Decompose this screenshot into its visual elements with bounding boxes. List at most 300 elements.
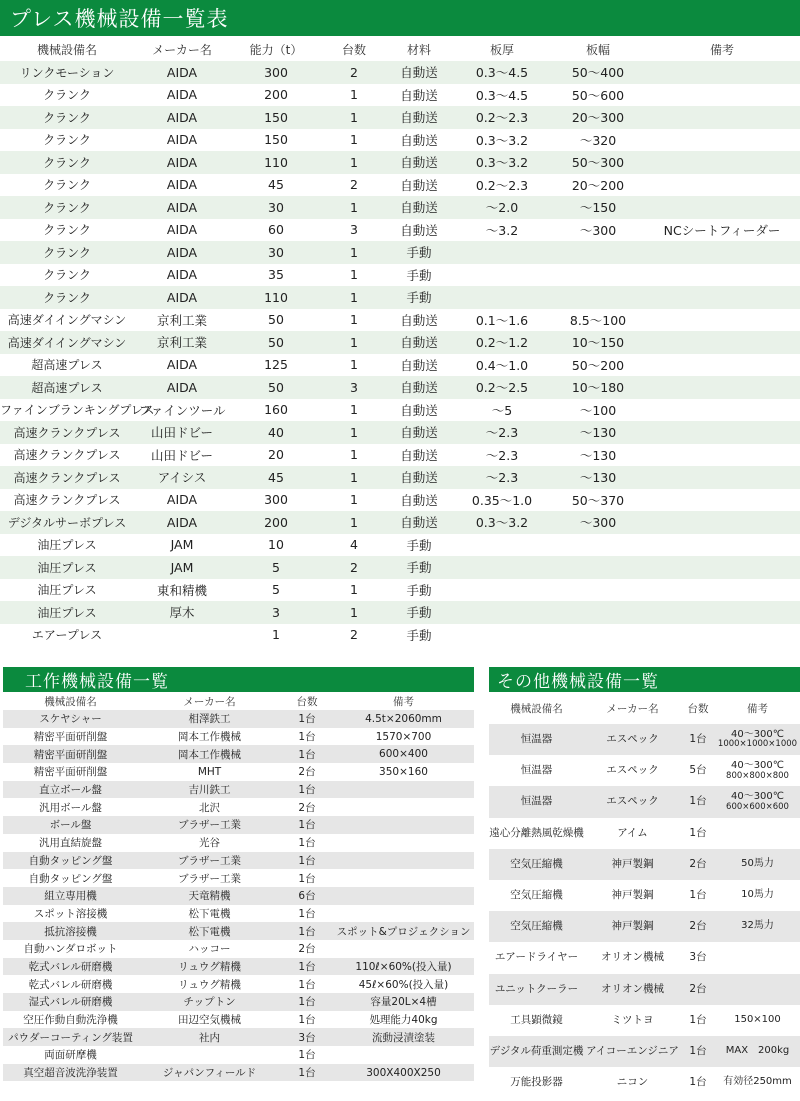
table-cell: 1台	[689, 795, 707, 808]
table-cell: 600×400	[379, 748, 428, 761]
table-cell: 相澤鉄工	[188, 713, 231, 726]
table-cell: 京利工業	[156, 335, 207, 351]
table-cell: 乾式バレル研磨機	[28, 960, 113, 973]
table-cell: 自動送	[400, 110, 438, 126]
table-cell: 0.4～1.0	[475, 357, 529, 373]
table-cell: 1	[350, 132, 358, 148]
table-cell: エアードライヤー	[494, 951, 579, 964]
table-row	[3, 798, 474, 816]
table-cell: クランク	[43, 268, 91, 283]
table-cell	[552, 534, 644, 557]
table-cell	[644, 489, 800, 512]
table-row	[3, 763, 474, 781]
table-cell: 0.3～3.2	[475, 132, 529, 148]
table-cell: クランク	[43, 223, 91, 238]
table-cell: 手動	[406, 267, 432, 283]
table-cell: 1	[350, 469, 358, 485]
table-cell: 汎用直結旋盤	[39, 837, 102, 850]
table-cell: エスペック	[606, 795, 659, 808]
table-cell: 0.2～1.2	[475, 335, 529, 351]
table-cell: 両面研摩機	[44, 1049, 97, 1062]
note-main: 150×100	[734, 1014, 781, 1026]
table-cell: ～300	[579, 515, 617, 531]
table-cell: 山田ドビー	[150, 425, 213, 441]
table-cell: エスペック	[606, 764, 659, 777]
table-cell: 1	[350, 109, 358, 125]
table-cell: ～2.3	[485, 470, 519, 486]
table-row	[3, 887, 474, 905]
table-cell: 万能投影器	[510, 1076, 563, 1089]
table-row	[489, 974, 800, 1005]
table-cell: 手動	[406, 582, 432, 598]
table-cell	[333, 852, 474, 870]
table-cell: AIDA	[166, 244, 198, 260]
table-cell: 自動送	[400, 402, 438, 418]
table-cell	[333, 798, 474, 816]
note-sub: 600×600×600	[726, 801, 789, 812]
table-cell	[644, 624, 800, 647]
table-cell: 1	[350, 154, 358, 170]
table-cell: 松下電機	[188, 925, 231, 938]
table-cell: 30	[268, 199, 284, 215]
table-row	[0, 174, 800, 197]
table-cell: 空圧作動自動洗浄機	[23, 1014, 118, 1027]
table-cell: 恒温器	[520, 795, 553, 808]
table-cell: 精密平面研削盤	[33, 766, 108, 779]
table-cell: 110	[264, 154, 288, 170]
table-cell: 油圧プレス	[37, 560, 97, 575]
table-cell: 汎用ボール盤	[39, 801, 102, 814]
table-cell	[644, 331, 800, 354]
table-cell: 空気圧縮機	[510, 920, 563, 933]
table-cell	[452, 624, 552, 647]
table-cell: 1台	[298, 784, 316, 797]
note-cell	[715, 1036, 800, 1067]
table-cell: 空気圧縮機	[510, 857, 563, 870]
table-cell: 1台	[298, 854, 316, 867]
table-cell: 北沢	[199, 801, 220, 814]
column-header: 備考	[393, 696, 414, 708]
table-cell: 1	[350, 447, 358, 463]
table-cell: 1台	[689, 1076, 707, 1089]
table-cell	[644, 556, 800, 579]
table-cell: 自動送	[400, 380, 438, 396]
table-row	[3, 728, 474, 746]
table-cell: 35	[268, 267, 284, 283]
note-cell	[715, 818, 800, 849]
table-cell: クランク	[43, 200, 91, 215]
table-cell: 2台	[298, 943, 316, 956]
table-cell: 6台	[298, 890, 316, 903]
table-cell: 1台	[298, 819, 316, 832]
table-cell: エアープレス	[31, 628, 103, 643]
note-main: 40～300℃	[730, 791, 785, 803]
table-cell: 30	[268, 244, 284, 260]
table-row	[0, 331, 800, 354]
table-row	[0, 106, 800, 129]
table-cell: 1	[350, 582, 358, 598]
note-main: 40～300℃	[730, 760, 785, 772]
table-cell: 自動送	[400, 357, 438, 373]
note-main: 10馬力	[741, 889, 774, 901]
table-cell: 超高速プレス	[31, 358, 103, 373]
table-cell: 50～400	[571, 65, 625, 81]
table-cell: 2台	[689, 982, 707, 995]
table-cell: 1	[350, 492, 358, 508]
table-cell: 3	[350, 222, 358, 238]
table-cell: 1台	[298, 731, 316, 744]
table-cell: クランク	[43, 290, 91, 305]
column-header: 材料	[406, 43, 431, 57]
table-row	[3, 905, 474, 923]
table-cell: 3台	[689, 951, 707, 964]
table-row	[3, 993, 474, 1011]
table-cell: 1台	[298, 907, 316, 920]
table-cell	[552, 241, 644, 264]
table-cell: AIDA	[166, 379, 198, 395]
table-cell: ニコン	[616, 1076, 649, 1089]
table-cell	[644, 309, 800, 332]
table-cell: 0.1～1.6	[475, 312, 529, 328]
table-row	[0, 489, 800, 512]
table-cell: 1台	[298, 713, 316, 726]
table-cell: クランク	[43, 178, 91, 193]
table-cell: 自動タッピング盤	[28, 872, 113, 885]
column-header: メーカー名	[606, 703, 659, 715]
table-cell: 2台	[298, 766, 316, 779]
table-cell: 1	[350, 244, 358, 260]
table-row	[3, 834, 474, 852]
note-sub: 800×800×800	[726, 770, 789, 781]
table-row	[0, 601, 800, 624]
note-cell	[715, 880, 800, 911]
table-cell: 4.5t×2060mm	[365, 712, 442, 725]
table-cell: ～5	[491, 402, 513, 418]
table-cell: エスペック	[606, 733, 659, 746]
table-cell: 300	[264, 64, 288, 80]
table-cell: 45	[268, 177, 284, 193]
table-cell: AIDA	[166, 199, 198, 215]
table-cell: 精密平面研削盤	[33, 748, 108, 761]
table-cell: NCシートフィーダー	[663, 222, 781, 238]
table-cell: 自動送	[400, 312, 438, 328]
table-cell: 油圧プレス	[37, 538, 97, 553]
tool-section-title: 工作機械設備一覧	[3, 667, 474, 692]
table-cell: 手動	[406, 605, 432, 621]
table-cell: 1台	[298, 960, 316, 973]
table-cell: 抵抗溶接機	[44, 925, 97, 938]
table-cell: 0.2～2.3	[475, 110, 529, 126]
table-cell: 8.5～100	[569, 312, 627, 328]
table-cell: 200	[264, 514, 288, 530]
table-cell	[644, 534, 800, 557]
table-cell	[644, 241, 800, 264]
table-cell: ユニットクーラー	[494, 982, 579, 995]
table-row	[3, 869, 474, 887]
table-cell	[452, 264, 552, 287]
table-cell	[552, 624, 644, 647]
table-row	[489, 1036, 800, 1067]
table-row	[0, 421, 800, 444]
table-cell: 容量20L×4槽	[370, 996, 437, 1009]
table-row	[489, 1067, 800, 1098]
table-cell: 1台	[298, 978, 316, 991]
table-cell	[333, 940, 474, 958]
table-row	[0, 354, 800, 377]
table-cell: 手動	[406, 537, 432, 553]
table-cell: ファインツール	[138, 402, 226, 418]
table-cell: ～300	[579, 222, 617, 238]
table-cell	[644, 579, 800, 602]
table-cell: 自動送	[400, 177, 438, 193]
table-cell: 5	[272, 559, 280, 575]
table-cell: 1	[350, 267, 358, 283]
note-main: 有効径250mm	[723, 1076, 792, 1088]
table-cell: 3	[272, 604, 280, 620]
note-main: 40～300℃	[730, 728, 785, 740]
table-cell: 3	[350, 379, 358, 395]
table-cell: 125	[264, 357, 288, 373]
table-cell: ミツトヨ	[611, 1013, 654, 1026]
table-cell: 高速クランクプレス	[13, 470, 121, 485]
table-cell: 1台	[298, 1049, 316, 1062]
table-cell: 松下電機	[188, 907, 231, 920]
table-cell: 110ℓ×60%(投入量)	[355, 960, 452, 973]
table-cell: 処理能力40kg	[369, 1014, 438, 1027]
table-cell: 10～150	[571, 335, 625, 351]
table-cell	[333, 869, 474, 887]
table-row	[489, 724, 800, 755]
press-section-title: プレス機械設備一覧表	[0, 0, 800, 36]
table-cell: 20～200	[571, 177, 625, 193]
table-row	[3, 958, 474, 976]
table-cell: ～150	[579, 200, 617, 216]
table-cell: 160	[264, 402, 288, 418]
note-cell	[715, 724, 800, 755]
table-cell: 0.3～4.5	[475, 87, 529, 103]
table-cell	[552, 601, 644, 624]
table-cell: 1	[350, 604, 358, 620]
press-table-header	[0, 38, 800, 61]
table-cell: 1	[350, 289, 358, 305]
table-cell	[134, 624, 230, 647]
table-cell: リンクモーション	[19, 65, 115, 80]
column-header: メーカー名	[183, 696, 236, 708]
table-row	[0, 309, 800, 332]
press-equipment-table	[0, 38, 800, 646]
column-header: 備考	[747, 703, 768, 715]
table-cell	[138, 1046, 281, 1064]
table-cell: 山田ドビー	[150, 447, 213, 463]
table-cell: 1570×700	[375, 730, 432, 743]
column-header: 能力（t）	[249, 43, 303, 57]
table-row	[0, 84, 800, 107]
table-cell	[452, 286, 552, 309]
table-row	[0, 196, 800, 219]
table-cell: オリオン機械	[601, 951, 664, 964]
table-cell: 1	[350, 87, 358, 103]
table-cell: 湿式バレル研磨機	[28, 996, 113, 1009]
table-cell: パウダーコーティング装置	[8, 1031, 133, 1044]
note-cell	[715, 786, 800, 817]
note-cell	[715, 1005, 800, 1036]
table-cell: オリオン機械	[601, 982, 664, 995]
table-cell: 精密平面研削盤	[33, 731, 108, 744]
table-cell: 自動送	[400, 470, 438, 486]
table-cell	[644, 376, 800, 399]
table-cell: 1台	[298, 837, 316, 850]
table-cell: 高速クランクプレス	[13, 493, 121, 508]
table-cell: 岡本工作機械	[178, 748, 241, 761]
table-cell: 自動送	[400, 87, 438, 103]
table-cell: ブラザー工業	[178, 854, 241, 867]
table-cell	[644, 196, 800, 219]
table-cell: デジタル荷重測定機	[489, 1044, 584, 1057]
table-row	[3, 1064, 474, 1082]
table-cell	[644, 61, 800, 84]
table-cell: 高速ダイイングマシン	[7, 335, 127, 350]
table-cell: 1台	[298, 1014, 316, 1027]
table-cell: AIDA	[166, 109, 198, 125]
note-cell	[715, 974, 800, 1005]
table-cell: デジタルサーボプレス	[7, 515, 127, 530]
table-cell: AIDA	[166, 267, 198, 283]
table-cell	[644, 601, 800, 624]
table-row	[3, 816, 474, 834]
column-header: 板厚	[489, 43, 514, 57]
table-cell: 自動送	[400, 492, 438, 508]
table-cell: 1	[350, 334, 358, 350]
table-cell: 20～300	[571, 110, 625, 126]
table-cell: 0.3～3.2	[475, 155, 529, 171]
table-cell: AIDA	[166, 514, 198, 530]
table-cell: 自動送	[400, 335, 438, 351]
table-cell: 真空超音波洗浄装置	[23, 1067, 118, 1080]
table-row	[0, 466, 800, 489]
table-cell: 1台	[298, 925, 316, 938]
table-cell	[333, 905, 474, 923]
table-cell: 2	[350, 177, 358, 193]
table-cell: JAM	[170, 559, 194, 575]
table-cell: 4	[350, 537, 358, 553]
table-cell: 1	[350, 357, 358, 373]
table-cell: 恒温器	[520, 764, 553, 777]
table-cell: 厚木	[169, 605, 195, 621]
table-cell: アイシス	[157, 470, 207, 486]
table-row	[3, 1028, 474, 1046]
table-cell: 乾式バレル研磨機	[28, 978, 113, 991]
table-cell	[644, 264, 800, 287]
table-cell: AIDA	[166, 132, 198, 148]
column-header: 備考	[709, 43, 734, 57]
column-header: 機械設備名	[36, 43, 97, 57]
table-cell: 150	[264, 109, 288, 125]
table-cell	[552, 579, 644, 602]
table-cell: 45ℓ×60%(投入量)	[358, 978, 449, 991]
table-cell: 遠心分離熱風乾燥機	[489, 826, 584, 839]
table-cell: 150	[264, 132, 288, 148]
table-cell: クランク	[43, 133, 91, 148]
table-cell: 手動	[406, 290, 432, 306]
tool-table-header	[3, 693, 474, 710]
table-cell: 自動送	[400, 200, 438, 216]
table-cell: クランク	[43, 110, 91, 125]
table-cell	[644, 511, 800, 534]
table-cell: AIDA	[166, 492, 198, 508]
table-cell: 1台	[689, 826, 707, 839]
note-main: MAX 200kg	[725, 1045, 790, 1057]
table-cell	[333, 834, 474, 852]
table-cell: 1台	[689, 733, 707, 746]
table-cell: MHT	[197, 765, 222, 778]
table-cell: 自動送	[400, 222, 438, 238]
table-row	[3, 940, 474, 958]
table-cell: 1台	[298, 872, 316, 885]
table-row	[0, 579, 800, 602]
column-header: 台数	[341, 43, 366, 57]
table-cell: 組立専用機	[44, 890, 97, 903]
table-cell: 京利工業	[156, 312, 207, 328]
table-cell: ボール盤	[49, 819, 92, 832]
table-cell: スケヤシャー	[39, 713, 102, 726]
table-row	[3, 1046, 474, 1064]
table-cell	[333, 887, 474, 905]
table-cell: AIDA	[166, 87, 198, 103]
table-cell: AIDA	[166, 357, 198, 373]
table-cell: ブラザー工業	[178, 872, 241, 885]
table-cell: 神戸製鋼	[611, 889, 654, 902]
table-cell: ブラザー工業	[178, 819, 241, 832]
table-cell: 自動送	[400, 132, 438, 148]
table-cell	[644, 174, 800, 197]
table-cell: リュウグ精機	[178, 960, 241, 973]
table-row	[489, 911, 800, 942]
table-cell: 高速ダイイングマシン	[7, 313, 127, 328]
table-cell: AIDA	[166, 222, 198, 238]
table-cell: 光谷	[199, 837, 220, 850]
table-cell: 神戸製鋼	[611, 920, 654, 933]
table-cell: 2台	[689, 920, 707, 933]
table-cell: ～130	[579, 447, 617, 463]
table-cell	[644, 151, 800, 174]
other-section-title: その他機械設備一覧	[489, 667, 800, 692]
table-cell	[644, 421, 800, 444]
table-cell: AIDA	[166, 289, 198, 305]
table-cell: 350×160	[379, 765, 428, 778]
table-cell: ～2.3	[485, 447, 519, 463]
table-cell: 10	[268, 537, 284, 553]
table-cell: 40	[268, 424, 284, 440]
table-cell: 45	[268, 469, 284, 485]
table-cell: ～2.0	[485, 200, 519, 216]
table-cell: ～100	[579, 402, 617, 418]
table-cell: 200	[264, 87, 288, 103]
table-cell	[452, 241, 552, 264]
table-cell: チップトン	[183, 996, 236, 1009]
table-cell: 110	[264, 289, 288, 305]
table-cell: 1台	[298, 1067, 316, 1080]
table-cell: 高速クランクプレス	[13, 425, 121, 440]
table-cell: 1台	[298, 996, 316, 1009]
table-cell: 自動送	[400, 447, 438, 463]
table-cell: ～3.2	[485, 222, 519, 238]
table-cell: AIDA	[166, 154, 198, 170]
table-cell	[644, 466, 800, 489]
column-header: 板幅	[585, 43, 610, 57]
table-cell: 20	[268, 447, 284, 463]
table-row	[0, 241, 800, 264]
table-cell: 自動送	[400, 155, 438, 171]
